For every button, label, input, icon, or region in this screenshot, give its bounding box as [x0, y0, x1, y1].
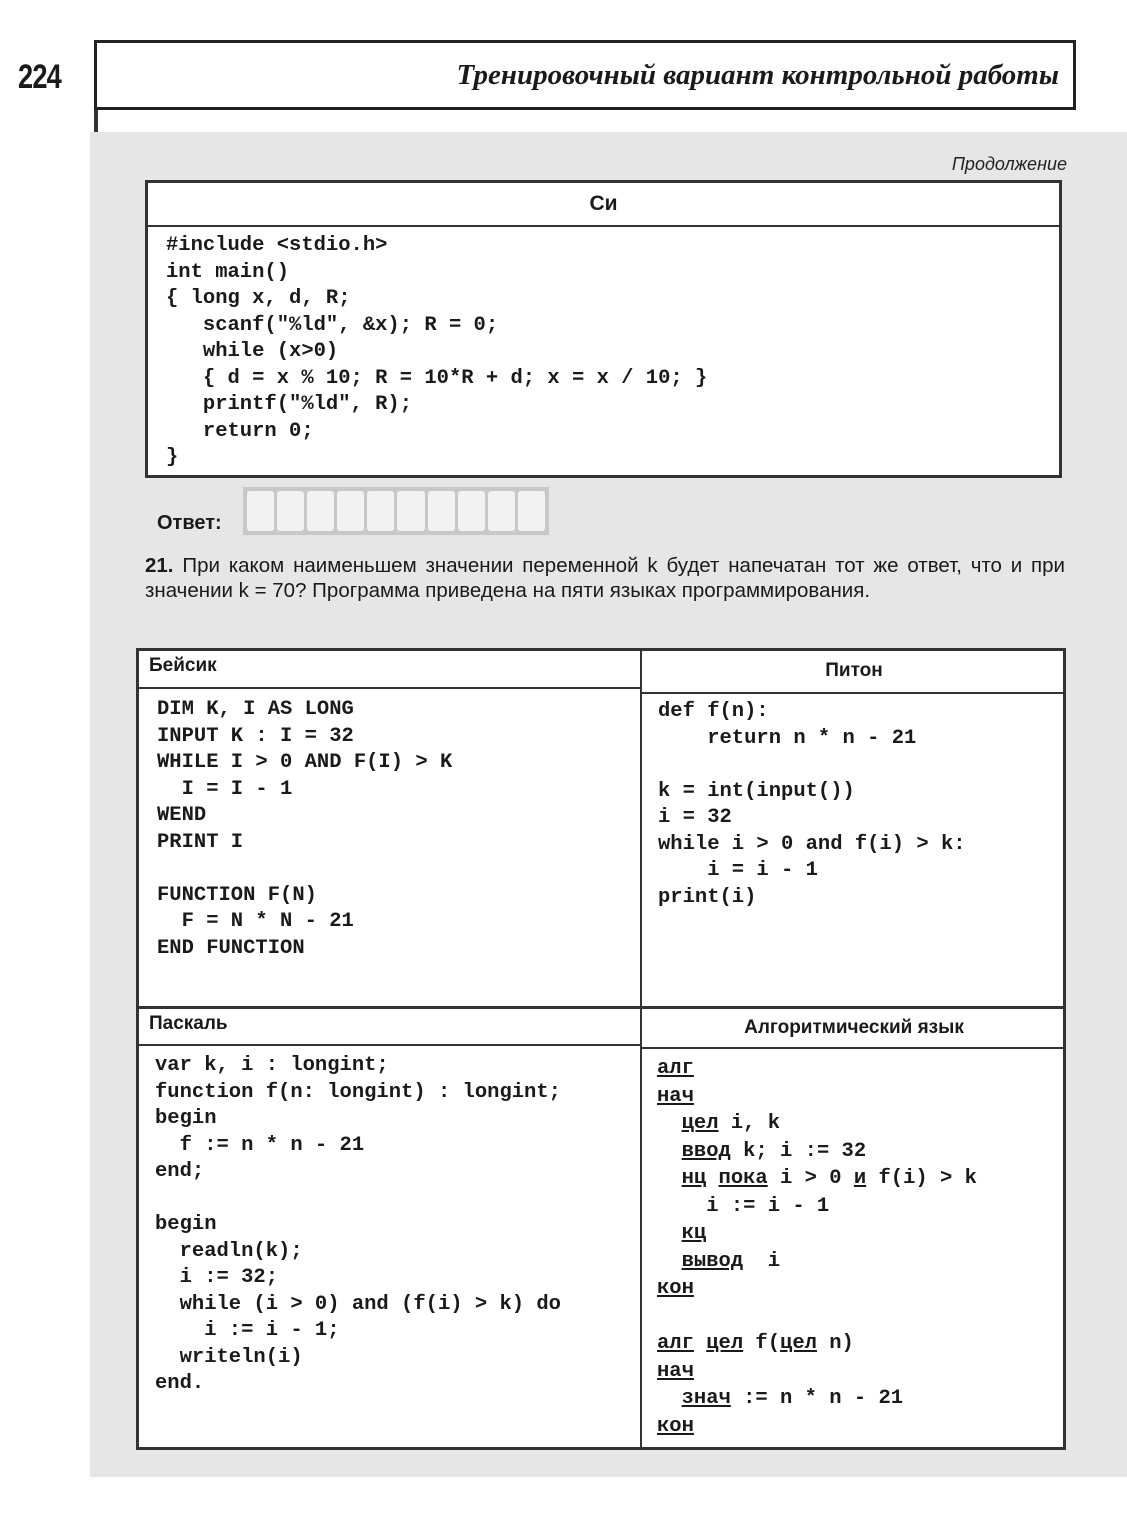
- answer-label: Ответ:: [157, 512, 222, 534]
- c-code-box: [145, 180, 1062, 478]
- answer-cell[interactable]: [518, 491, 545, 531]
- row-divider: [139, 1006, 1063, 1009]
- answer-cell[interactable]: [307, 491, 334, 531]
- answer-cell[interactable]: [277, 491, 304, 531]
- algorithmic-header-line: [642, 1047, 1066, 1049]
- answer-cell[interactable]: [458, 491, 485, 531]
- page-number: 224: [18, 58, 61, 96]
- task-text: При каком наименьшем значении переменной k будет напечатан тот же ответ, что и при значении k = 70? Программа приведена на пяти языках программирования.: [145, 554, 1065, 602]
- header-title: Тренировочный вариант контрольной работы: [456, 59, 1059, 91]
- c-code: #include <stdio.h> int main() { long x, d, R; scanf("%ld", &x); R = 0; while (x>0) { d = x % 10; R = 10*R + d; x = x / 10; } printf("%ld", R); return 0; }: [166, 234, 708, 469]
- python-title: Питон: [825, 660, 883, 681]
- task-21: [145, 553, 1065, 603]
- answer-cell[interactable]: [367, 491, 394, 531]
- answer-cell[interactable]: [337, 491, 364, 531]
- pascal-code: var k, i : longint; function f(n: longint) : longint; begin f := n * n - 21 end; begin readln(k); i := 32; while (i > 0) and (f(i) > k) do i := i - 1; writeln(i) end.: [155, 1054, 561, 1395]
- algorithmic-code: алг нач цел i, k ввод k; i := 32 нц пока i > 0 и f(i) > k i := i - 1 кц вывод i кон алг цел f(цел n) нач знач := n * n - 21 кон: [657, 1057, 977, 1438]
- pascal-title: Паскаль: [149, 1013, 228, 1034]
- basic-title: Бейсик: [149, 655, 217, 676]
- task-number: 21.: [145, 554, 174, 577]
- basic-header-line: [139, 687, 640, 689]
- answer-cell[interactable]: [397, 491, 424, 531]
- continuation-label: Продолжение: [951, 154, 1067, 174]
- programs-table: [136, 648, 1066, 1450]
- answer-cell[interactable]: [488, 491, 515, 531]
- page-header: [94, 40, 1076, 110]
- column-divider: [640, 651, 642, 1447]
- pascal-header-line: [139, 1044, 640, 1046]
- answer-cell[interactable]: [428, 491, 455, 531]
- python-code: def f(n): return n * n - 21 k = int(input()) i = 32 while i > 0 and f(i) > k: i = i - 1 print(i): [658, 700, 966, 909]
- answer-field[interactable]: [243, 487, 549, 535]
- basic-code: DIM K, I AS LONG INPUT K : I = 32 WHILE I > 0 AND F(I) > K I = I - 1 WEND PRINT I FUNCTION F(N) F = N * N - 21 END FUNCTION: [157, 698, 453, 960]
- algorithmic-title: Алгоритмический язык: [744, 1017, 964, 1038]
- python-header-line: [642, 692, 1066, 694]
- header-divider: [94, 110, 98, 134]
- c-code-title: Си: [148, 183, 1059, 227]
- answer-cell[interactable]: [247, 491, 274, 531]
